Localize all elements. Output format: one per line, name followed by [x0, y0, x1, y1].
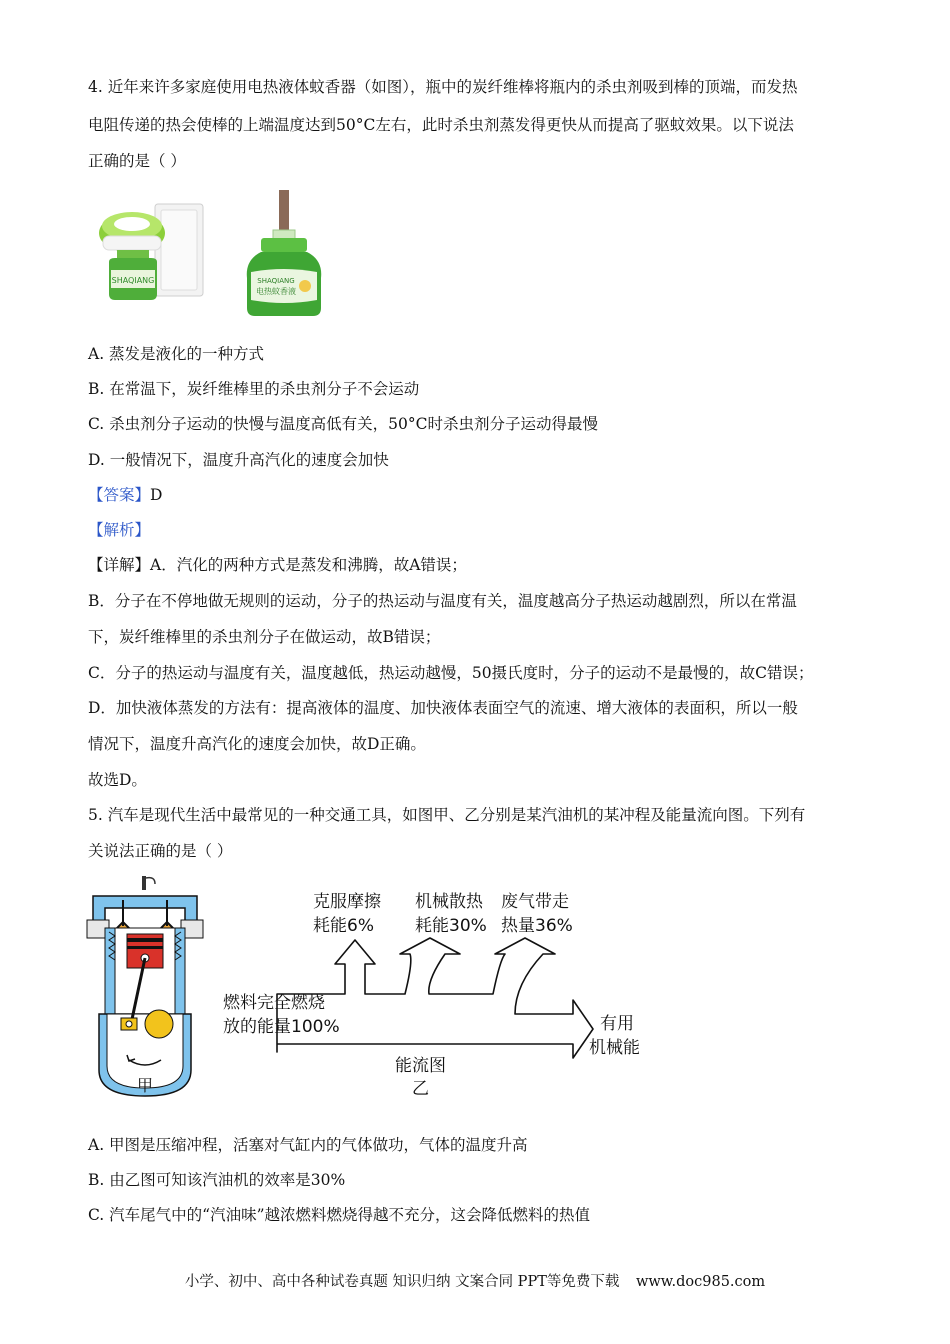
heat-loss-value: 耗能30% — [415, 916, 487, 936]
fuel-energy-label: 燃料完全燃烧 — [223, 993, 325, 1013]
answer-value: D — [150, 486, 163, 504]
q4-analysis-tag — [88, 519, 150, 541]
energy-flow-caption: 能流图 — [395, 1056, 446, 1076]
engine-cylinder-figure — [85, 874, 205, 1104]
fig-jia-label: 甲 — [137, 1076, 154, 1095]
answer-tag: 【答案】 — [88, 486, 151, 504]
svg-text:SHAQIANG: SHAQIANG — [111, 276, 155, 285]
heat-loss-label: 机械散热 — [415, 892, 483, 912]
bottle-label-brand: SHAQIANG — [257, 277, 295, 285]
q4-detail-b-2: 下，炭纤维棒里的杀虫剂分子在做运动，故B错误； — [88, 628, 441, 646]
q4-option-d: D. 一般情况下，温度升高汽化的速度会加快 — [88, 451, 389, 469]
q5-stem-line-1: 5. 汽车是现代生活中最常见的一种交通工具，如图甲、乙分别是某汽油机的某冲程及能量流向图。下列有 — [88, 806, 806, 824]
q4-stem-line-1: 4. 近年来许多家庭使用电热液体蚊香器（如图），瓶中的炭纤维棒将瓶内的杀虫剂吸到棒的顶端，而发热 — [88, 78, 798, 96]
detail-tag: 【详解】 — [88, 556, 151, 574]
friction-loss-label: 克服摩擦 — [313, 892, 381, 912]
q4-answer — [88, 484, 162, 506]
energy-flow-diagram — [215, 882, 665, 1102]
page-footer — [0, 1270, 950, 1291]
analysis-tag: 【解析】 — [88, 521, 151, 539]
mosquito-repellent-figure — [95, 186, 365, 316]
q5-stem-line-2: 关说法正确的是（ ） — [88, 842, 233, 860]
q5-option-c: C. 汽车尾气中的“汽油味”越浓燃料燃烧得越不充分，这会降低燃料的热值 — [88, 1206, 591, 1224]
useful-energy-label: 有用 — [600, 1014, 634, 1034]
exhaust-loss-value: 热量36% — [501, 916, 573, 936]
q4-stem-line-2: 电阻传递的热会使棒的上端温度达到50°C左右，此时杀虫剂蒸发得更快从而提高了驱蚊效果。以下说法 — [88, 116, 794, 134]
footer-text: 小学、初中、高中各种试卷真题 知识归纳 文案合同 PPT等免费下载 — [184, 1274, 620, 1290]
q4-option-a: A. 蒸发是液化的一种方式 — [88, 345, 265, 363]
q4-detail-a — [88, 554, 467, 576]
exhaust-loss-label: 废气带走 — [501, 892, 569, 912]
bottle-label-product: 电热蚊香液 — [256, 287, 296, 296]
useful-energy-value: 机械能 — [589, 1038, 640, 1058]
q5-option-b: B. 由乙图可知该汽油机的效率是30% — [88, 1171, 346, 1189]
friction-loss-value: 耗能6% — [313, 916, 374, 936]
fig-yi-label: 乙 — [412, 1079, 429, 1099]
q5-option-a: A. 甲图是压缩冲程，活塞对气缸内的气体做功，气体的温度升高 — [88, 1136, 528, 1154]
q4-detail-c: C．分子的热运动与温度有关，温度越低，热运动越慢，50摄氏度时，分子的运动不是最慢的，故C错误； — [88, 664, 814, 682]
detail-a-text: A．汽化的两种方式是蒸发和沸腾，故A错误； — [150, 556, 467, 574]
q4-option-c: C. 杀虫剂分子运动的快慢与温度高低有关，50°C时杀虫剂分子运动得最慢 — [88, 415, 598, 433]
q4-stem-line-3: 正确的是（ ） — [88, 152, 186, 170]
footer-site-link[interactable]: www.doc985.com — [635, 1274, 766, 1290]
q4-detail-d-2: 情况下，温度升高汽化的速度会加快，故D正确。 — [88, 735, 426, 753]
q4-option-b: B. 在常温下，炭纤维棒里的杀虫剂分子不会运动 — [88, 380, 420, 398]
fuel-energy-value: 放的能量100% — [223, 1017, 340, 1037]
q4-detail-b-1: B．分子在不停地做无规则的运动，分子的热运动与温度有关，温度越高分子热运动越剧烈，所以在常温 — [88, 592, 797, 610]
q4-detail-d-1: D．加快液体蒸发的方法有：提高液体的温度、加快液体表面空气的流速、增大液体的表面积，所以一般 — [88, 699, 798, 717]
q4-conclusion: 故选D。 — [88, 771, 147, 789]
